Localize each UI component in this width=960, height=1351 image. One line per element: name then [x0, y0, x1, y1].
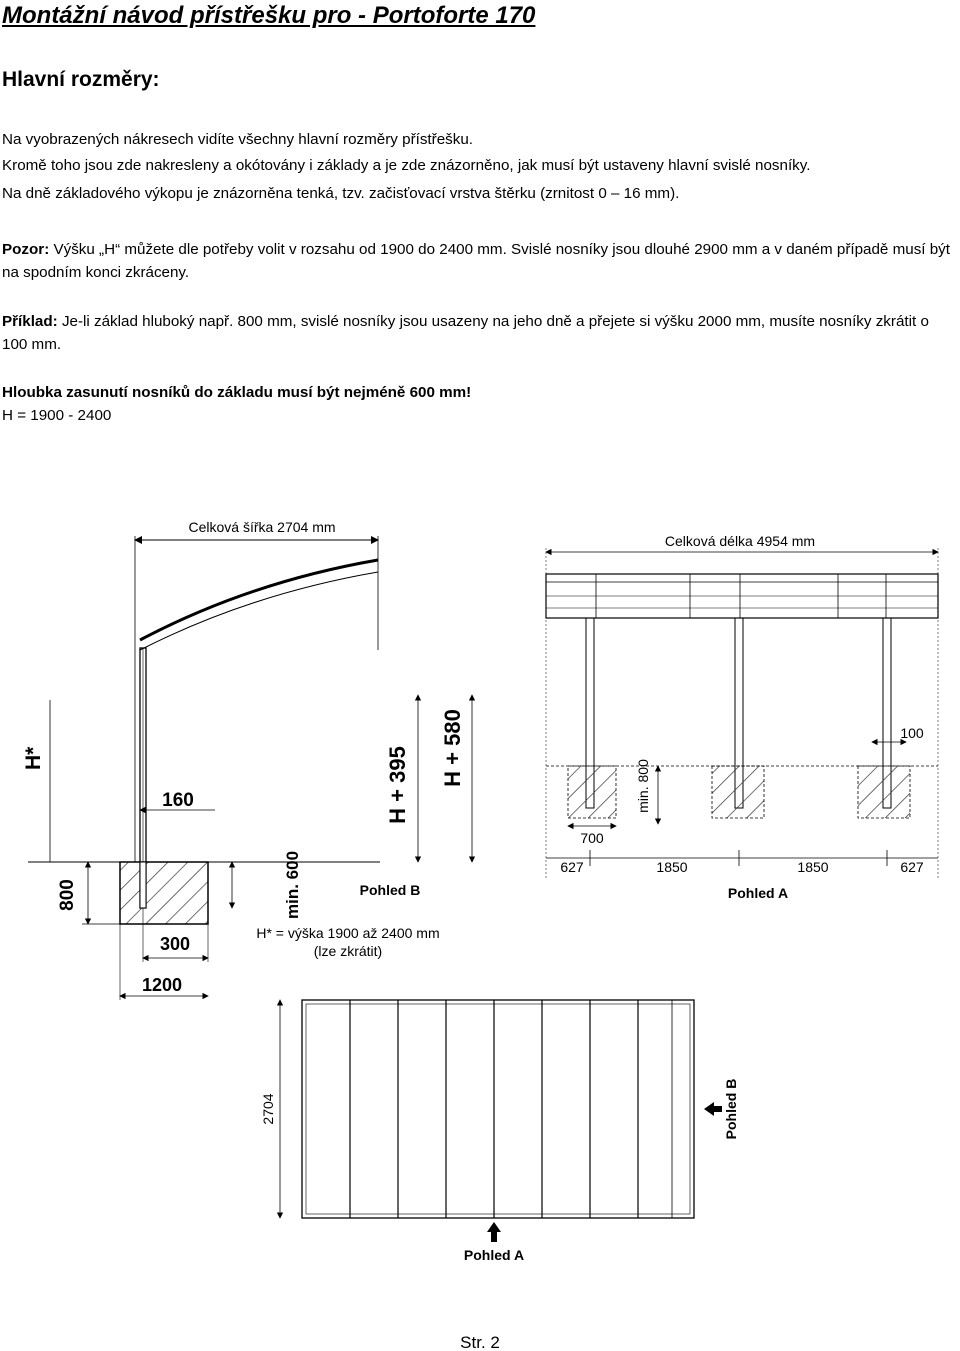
dim-min-800: min. 800 — [635, 759, 651, 813]
page-number: Str. 2 — [460, 1333, 500, 1351]
dim-160: 160 — [162, 790, 194, 811]
view-a-caption: Pohled A — [727, 885, 789, 901]
intro-line-1: Na vyobrazených nákresech vidíte všechny hlavní rozměry přístřešku. — [2, 131, 474, 148]
view-b-caption: Pohled B — [359, 882, 421, 898]
total-width-label: Celková šířka 2704 mm — [188, 519, 336, 535]
dim-1200: 1200 — [141, 975, 183, 995]
view-b-drawing — [22, 519, 472, 1000]
depth-rule: Hloubka zasunutí nosníků do základu musí být nejméně 600 mm! — [2, 384, 472, 401]
example-label: Příklad: — [2, 313, 58, 330]
dim-1850-right: 1850 — [797, 859, 829, 875]
plan-view-a-label: Pohled A — [463, 1247, 525, 1263]
dim-627-left: 627 — [560, 859, 584, 875]
example-text: Je-li základ hluboký např. 800 mm, svislé nosníky jsou usazeny na jeho dně a přejete si výšku 2000 mm, musíte nosníky zkrátit o 100 mm. — [2, 313, 929, 353]
dim-1850-left: 1850 — [656, 859, 688, 875]
dim-627-right: 627 — [900, 859, 924, 875]
plan-view-b-label: Pohled B — [723, 1078, 739, 1140]
dim-700: 700 — [580, 830, 604, 846]
dim-2704: 2704 — [260, 1093, 276, 1125]
h-star-label: H* — [22, 746, 45, 770]
h-range: H = 1900 - 2400 — [2, 407, 112, 424]
h-plus-395-label: H + 395 — [385, 746, 410, 824]
dim-100: 100 — [900, 725, 924, 741]
view-a-drawing — [546, 533, 938, 901]
dim-min-600: min. 600 — [283, 850, 302, 920]
section-heading: Hlavní rozměry: — [2, 68, 160, 91]
h-plus-580-label: H + 580 — [440, 709, 465, 787]
intro-line-3: Na dně základového výkopu je znázorněna tenká, tzv. začisťovací vrstva štěrku (zrnitost 0 – 16 mm). — [2, 185, 680, 202]
intro-line-2: Kromě toho jsou zde nakresleny a okótovány i základy a je zde znázorněno, jak musí být ustaveny hlavní svislé nosníky. — [2, 157, 811, 174]
dim-800: 800 — [57, 879, 78, 911]
plan-view-drawing — [260, 1000, 739, 1263]
dim-300: 300 — [159, 934, 191, 954]
total-length-label: Celková délka 4954 mm — [664, 533, 816, 549]
document-title: Montážní návod přístřešku pro - Portoforte 170 — [2, 2, 536, 29]
footnote-line-1: H* = výška 1900 až 2400 mm — [256, 925, 440, 941]
footnote-line-2: (lze zkrátit) — [313, 943, 383, 959]
note-label: Pozor: — [2, 241, 50, 258]
note-text: Výšku „H“ můžete dle potřeby volit v rozsahu od 1900 do 2400 mm. Svislé nosníky jsou dlouhé 2900 mm a v daném případě musí být na spodním konci zkráceny. — [2, 241, 950, 281]
